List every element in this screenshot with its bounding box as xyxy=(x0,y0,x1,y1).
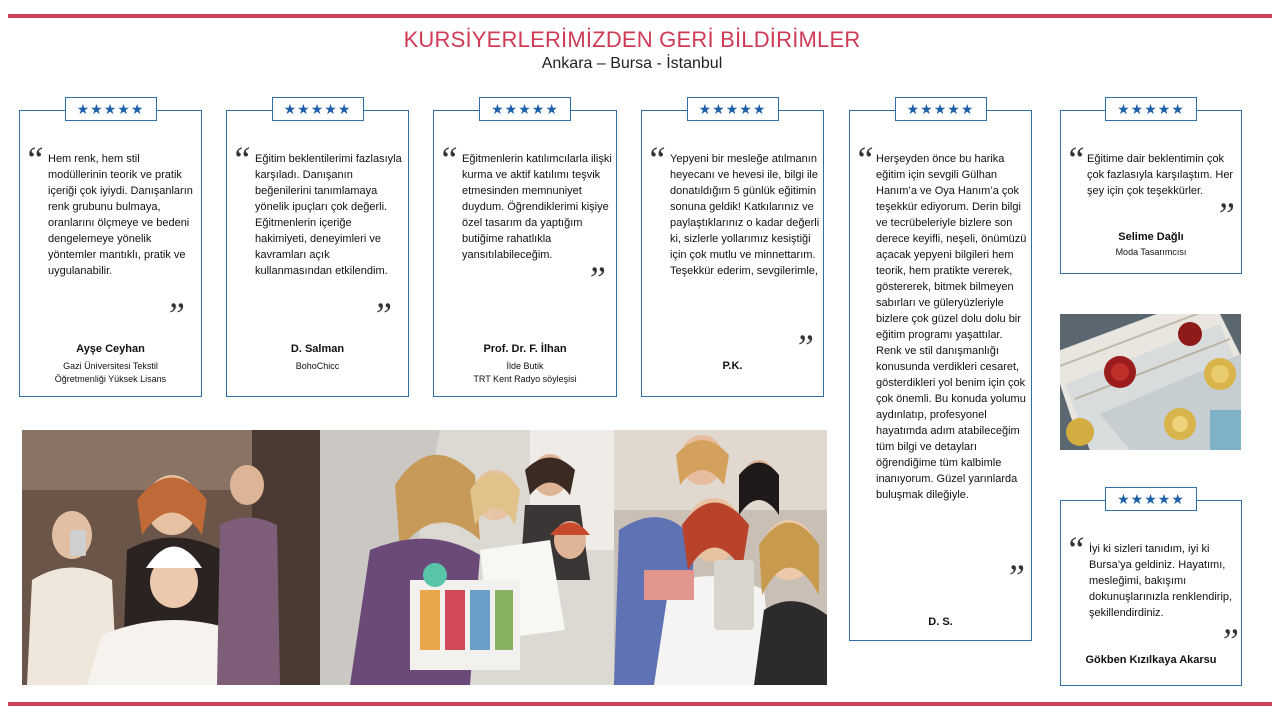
open-quote-icon: “ xyxy=(1065,529,1086,569)
rating-stars-icon: ★★★★★ xyxy=(65,97,157,121)
rating-stars-icon: ★★★★★ xyxy=(479,97,571,121)
testimonial-text: Eğitim beklentilerimi fazlasıyla karşıladı. Danışanın beğenilerini tanımlamaya yönelik ipuçları çok değerli. Eğitmenlerin içeriğe hakimiyeti, deneyimleri ve kavramları açık kullanmasından etkilendim. xyxy=(255,153,402,277)
open-quote-icon: “ xyxy=(1065,139,1086,179)
close-quote-icon: ” xyxy=(1219,621,1240,661)
testimonial-card-4 xyxy=(641,100,824,397)
rating-stars-icon: ★★★★★ xyxy=(687,97,779,121)
testimonial-text: Eğitime dair beklentimin çok çok fazlasıyla karşılaştım. Her şey için çok teşekkürler. xyxy=(1087,153,1234,197)
testimonial-author: Gökben Kızılkaya Akarsu xyxy=(1085,654,1217,666)
certificates-photo xyxy=(1060,314,1241,450)
rating-stars-icon: ★★★★★ xyxy=(1105,487,1197,511)
open-quote-icon: “ xyxy=(646,139,667,179)
testimonial-text: İyi ki sizleri tanıdım, iyi ki Bursa’ya geldiniz. Hayatımı, mesleğimi, bakışımı dokunuşlarınızla renklendirip, şekillendirdiniz. xyxy=(1089,543,1233,619)
rating-stars-icon: ★★★★★ xyxy=(272,97,364,121)
testimonial-author: Prof. Dr. F. İlhan xyxy=(483,343,567,355)
open-quote-icon: “ xyxy=(231,139,252,179)
testimonial-card-6 xyxy=(1060,100,1242,274)
testimonial-text: Herşeyden önce bu harika eğitim için sevgili Gülhan Hanım’a ve Oya Hanım’a çok teşekkür ediyorum. Derin bilgi ve tecrübeleriyle bizlere son derece keyifli, neşeli, önümüzü açacak yepyeni bilgileri hem teorik, hem pratikte vererek, göstererek, bitmek bilmeyen sabırları ve güleryüzleriyle bizlere çok güzel dolu dolu bir eğitim programı yaşattılar. Renk ve stil danışmanlığı konusunda verdikleri cesaret, gösterdikleri yol benim için çok çok önemli. Bu konuda yolumu aydınlatıp, profesyonel hayatımda adım atabileceğim tüm bilgi ve detayları öğrendiğime tüm kalbimle inanıyorum. Güzel yarınlarda buluşmak dileğiyle. xyxy=(876,153,1027,501)
open-quote-icon: “ xyxy=(438,139,459,179)
testimonial-author-info: Gazi Üniversitesi Tekstil xyxy=(63,361,158,371)
group-photo-2 xyxy=(320,430,614,685)
close-quote-icon: ” xyxy=(586,259,607,299)
testimonial-author-info: İlde Butik xyxy=(506,361,544,371)
testimonial-author-info: TRT Kent Radyo söyleşisi xyxy=(473,374,577,384)
testimonial-author: D. Salman xyxy=(290,343,345,355)
testimonial-card-1 xyxy=(19,100,202,397)
close-quote-icon: ” xyxy=(794,327,815,367)
close-quote-icon: ” xyxy=(372,295,393,335)
close-quote-icon: ” xyxy=(1215,195,1236,235)
testimonial-author-info: Öğretmenliği Yüksek Lisans xyxy=(54,374,167,384)
testimonial-author-info: BohoChicc xyxy=(295,361,340,371)
testimonial-text: Yepyeni bir mesleğe atılmanın heyecanı ve hevesi ile, bilgi ile donatıldığım 5 günlük eğitimin sonuna geldik! Katkılarınız ve paylaştıklarınız o kadar değerli ki, sizlerle yollarımız kesiştiği için çok mutlu ve minnettarım. Teşekkür ederim, sevgilerimle, xyxy=(670,153,820,277)
testimonial-author: P.K. xyxy=(722,360,743,372)
rating-stars-icon: ★★★★★ xyxy=(895,97,987,121)
close-quote-icon: ” xyxy=(1005,557,1026,597)
testimonial-author: Ayşe Ceyhan xyxy=(76,343,145,355)
testimonial-author: D. S. xyxy=(928,616,953,628)
open-quote-icon: “ xyxy=(854,139,875,179)
testimonial-author: Selime Dağlı xyxy=(1118,231,1184,243)
bottom-divider xyxy=(8,702,1272,706)
page-subtitle: Ankara – Bursa - İstanbul xyxy=(541,55,723,72)
testimonial-card-3 xyxy=(433,100,617,397)
rating-stars-icon: ★★★★★ xyxy=(1105,97,1197,121)
open-quote-icon: “ xyxy=(24,139,45,179)
testimonial-card-7 xyxy=(1060,490,1242,686)
group-photo-1 xyxy=(22,430,320,685)
testimonial-card-5 xyxy=(849,100,1032,641)
testimonial-card-2 xyxy=(226,100,409,397)
group-photo-3 xyxy=(614,430,827,685)
page-title: KURSİYERLERİMİZDEN GERİ BİLDİRİMLER xyxy=(403,27,861,52)
top-divider xyxy=(8,14,1272,18)
testimonial-author-info: Moda Tasarımcısı xyxy=(1115,247,1187,257)
testimonial-text: Eğitmenlerin katılımcılarla ilişki kurma ve aktif katılımı teşvik etmesinden memnuniyet duydum. Öğrendiklerimi kişiye özel tasarım da yaptığım butiğime rahatlıkla yansıtılabileceğim. xyxy=(462,153,612,261)
testimonial-text: Hem renk, hem stil modüllerinin teorik ve pratik içeriği çok iyiydi. Danışanların renk grubunu bulmaya, oranlarını ölçmeye ve bedeni dengelemeye yönelik yöntemler mantıklı, pratik ve uygulanabilir. xyxy=(48,153,193,277)
close-quote-icon: ” xyxy=(165,295,186,335)
